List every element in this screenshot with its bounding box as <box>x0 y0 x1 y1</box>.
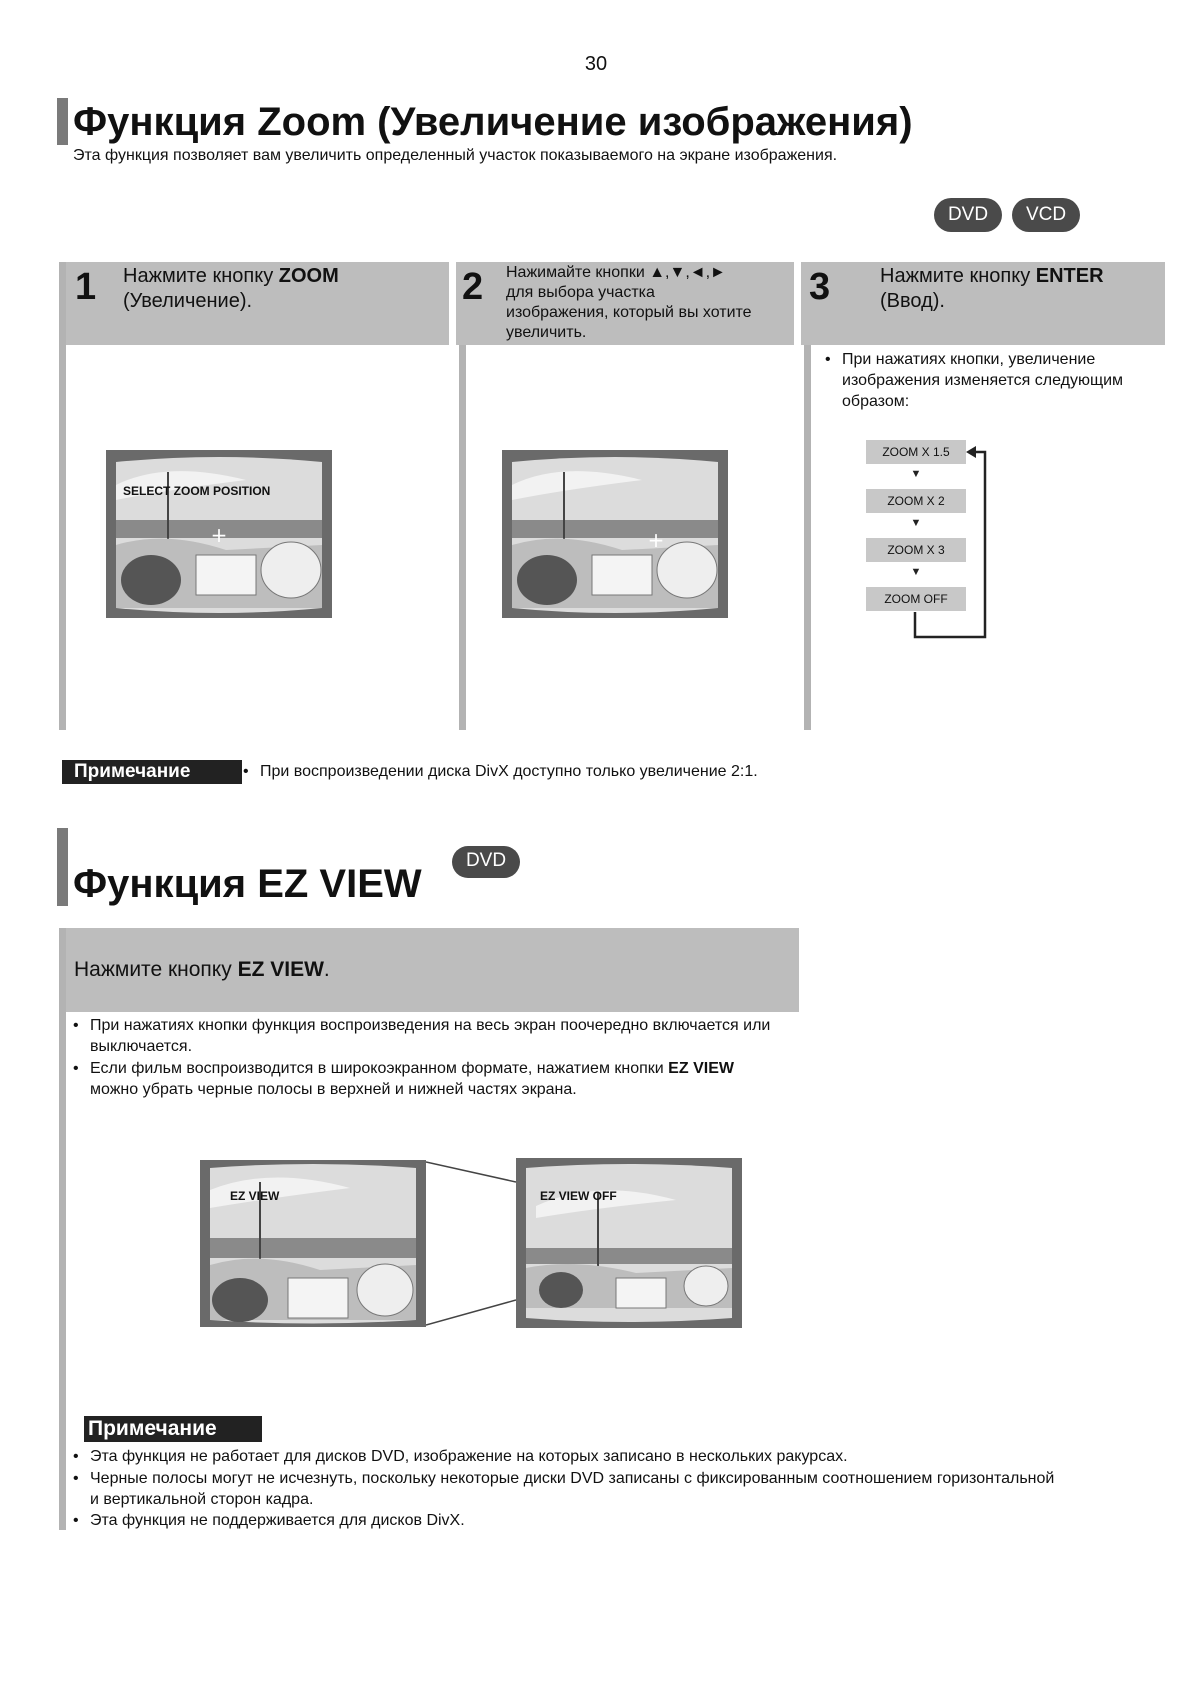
select-zoom-position-label: SELECT ZOOM POSITION <box>123 484 271 498</box>
zoom-screen-2 <box>502 450 728 618</box>
zoom-title: Функция Zoom (Увеличение изображения) <box>73 100 913 144</box>
step1-number: 1 <box>75 266 97 308</box>
zoom-level-2: ZOOM X 2 <box>866 489 966 513</box>
connector-lines <box>426 1160 516 1330</box>
zoom-screen-1 <box>106 450 332 618</box>
ezview-screen-off <box>516 1158 742 1328</box>
heading-bar <box>57 98 68 145</box>
column-line <box>459 345 466 730</box>
terrace-image <box>502 450 728 618</box>
ezview-note-1: • Эта функция не работает для дисков DVD, изображение на которых записано в нескольких ракурсах. <box>73 1448 848 1465</box>
heading-bar <box>57 828 68 906</box>
column-line <box>59 262 66 730</box>
ezview-note-label: Примечание <box>84 1416 262 1442</box>
ezview-off-label: EZ VIEW OFF <box>540 1189 617 1203</box>
zoom-subtitle: Эта функция позволяет вам увеличить определенный участок показываемого на экране изображения. <box>73 147 838 164</box>
vcd-badge: VCD <box>1012 198 1080 232</box>
ezview-note-2: • Черные полосы могут не исчезнуть, поскольку некоторые диски DVD записаны с фиксированным соотношением горизонтальной и вертикальной сторон кадра. <box>73 1470 1055 1508</box>
column-line <box>804 345 811 730</box>
arrow-down-icon: ▼ <box>910 468 922 480</box>
ezview-bullet-1: • При нажатиях кнопки функция воспроизведения на весь экран поочередно включается или выключается. <box>73 1017 771 1055</box>
loop-arrow <box>900 440 1000 640</box>
ezview-screen-on <box>200 1160 426 1327</box>
step2-number: 2 <box>462 266 484 308</box>
ezview-bullet-2: • Если фильм воспроизводится в широкоэкранном формате, нажатием кнопки EZ VIEW можно убрать черные полосы в верхней и нижней частях экрана. <box>73 1060 734 1098</box>
arrow-down-icon: ▼ <box>910 517 922 529</box>
step3-bullet: • При нажатиях кнопки, увеличение изображения изменяется следующим образом: <box>825 351 1124 410</box>
step2-text: Нажимайте кнопки ▲,▼,◄,► для выбора участка изображения, который вы хотите увеличить. <box>506 264 752 341</box>
arrow-down-icon: ▼ <box>910 566 922 578</box>
dvd-badge: DVD <box>934 198 1002 232</box>
ezview-label: EZ VIEW <box>230 1189 280 1203</box>
zoom-note-text: • При воспроизведении диска DivX доступно только увеличение 2:1. <box>243 763 758 780</box>
step3-number: 3 <box>809 266 831 308</box>
terrace-image <box>106 450 332 618</box>
zoom-note-label: Примечание <box>62 760 242 784</box>
zoom-level-3: ZOOM X 3 <box>866 538 966 562</box>
terrace-image <box>200 1160 426 1327</box>
zoom-level-1-5: ZOOM X 1.5 <box>866 440 966 464</box>
ezview-instruction: Нажмите кнопку EZ VIEW. <box>74 958 330 981</box>
step3-text: Нажмите кнопку ENTER (Ввод). <box>880 265 1104 312</box>
page-number: 30 <box>584 53 608 75</box>
svg-text:+: + <box>647 528 665 552</box>
ezview-note-3: • Эта функция не поддерживается для дисков DivX. <box>73 1512 465 1529</box>
ezview-title: Функция EZ VIEW <box>73 862 422 906</box>
dvd-badge: DVD <box>452 846 520 878</box>
step1-text: Нажмите кнопку ZOOM (Увеличение). <box>123 265 339 312</box>
terrace-image <box>516 1158 742 1328</box>
zoom-level-off: ZOOM OFF <box>866 587 966 611</box>
svg-text:+: + <box>210 523 228 547</box>
column-line <box>59 928 66 1530</box>
